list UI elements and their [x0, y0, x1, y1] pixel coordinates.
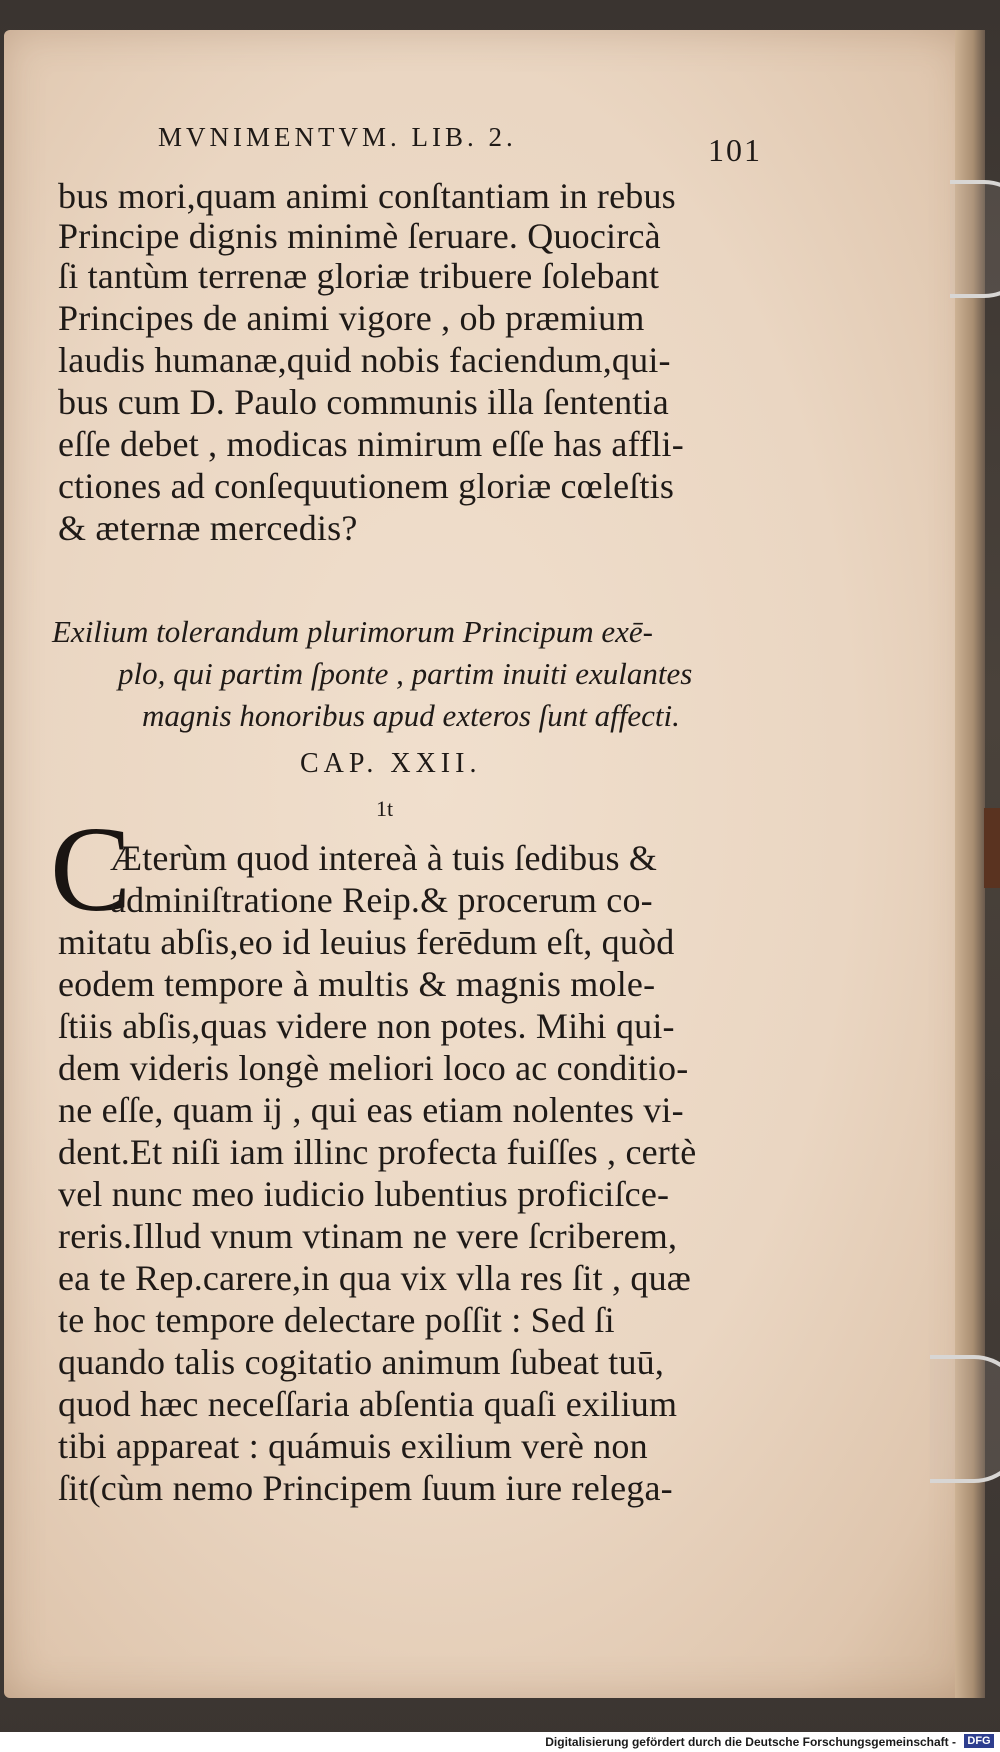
text-line: dem videris longè meliori loco ac conditio-: [58, 1048, 689, 1088]
drop-cap: C: [50, 802, 132, 937]
text-line: ne eſſe, quam ij , qui eas etiam nolentes vi-: [58, 1090, 684, 1130]
bottom-page-clip-icon: [930, 1355, 1000, 1483]
text-line: & æternæ mercedis?: [58, 508, 358, 548]
text-line: bus mori,quam animi conſtantiam in rebus: [58, 176, 676, 216]
text-line: Principes de animi vigore , ob præmium: [58, 298, 645, 338]
chapter-heading: CAP. XXII.: [300, 748, 482, 779]
funding-credit: Digitalisierung gefördert durch die Deutsche Forschungsgemeinschaft -: [545, 1735, 956, 1749]
text-line: bus cum D. Paulo communis illa ſententia: [58, 382, 669, 422]
text-line: vel nunc meo iudicio lubentius proficiſce-: [58, 1174, 670, 1214]
text-line: quod hæc neceſſaria abſentia quaſi exilium: [58, 1384, 678, 1424]
text-line: Principe dignis minimè ſeruare. Quocircà: [58, 216, 661, 256]
folio-number: 101: [708, 132, 762, 168]
text-line: eſſe debet , modicas nimirum eſſe has affli-: [58, 424, 684, 464]
top-page-clip-icon: [950, 180, 1000, 298]
text-line: adminiſtratione Reip.& procerum co-: [110, 880, 653, 920]
text-line: ſtiis abſis,quas videre non potes. Mihi qui-: [58, 1006, 675, 1046]
text-line: dent.Et niſi iam illinc profecta fuiſſes , certè: [58, 1132, 697, 1172]
text-line: reris.Illud vnum vtinam ne vere ſcriberem,: [58, 1216, 678, 1256]
dfg-logo: DFG: [964, 1734, 994, 1748]
text-line: ſit(cùm nemo Principem ſuum iure relega-: [58, 1468, 673, 1508]
chapter-summary-line: magnis honoribus apud exteros ſunt affecti.: [142, 698, 680, 733]
text-line: ctiones ad conſequutionem gloriæ cœleſtis: [58, 466, 675, 506]
text-line: ea te Rep.carere,in qua vix vlla res ſit , quæ: [58, 1258, 691, 1298]
text-line: laudis humanæ,quid nobis faciendum,qui-: [58, 340, 671, 380]
chapter-summary-line: Exilium tolerandum plurimorum Principum exē-: [52, 614, 653, 649]
running-head: MVNIMENTVM. LIB. 2.: [158, 122, 517, 152]
margin-note: 1t: [376, 796, 394, 821]
text-line: quando talis cogitatio animum ſubeat tuū,: [58, 1342, 665, 1382]
text-line: eodem tempore à multis & magnis mole-: [58, 964, 656, 1004]
chapter-summary-line: plo, qui partim ſponte , partim inuiti exulantes: [118, 656, 693, 691]
text-line: Æterùm quod intereà à tuis ſedibus &: [110, 838, 658, 878]
text-line: te hoc tempore delectare poſſit : Sed ſi: [58, 1300, 615, 1340]
text-line: mitatu abſis,eo id leuius ferēdum eſt, quòd: [58, 922, 675, 962]
text-line: ſi tantùm terrenæ gloriæ tribuere ſolebant: [58, 256, 660, 296]
text-line: tibi appareat : quámuis exilium verè non: [58, 1426, 648, 1466]
page-tab-marker: [984, 808, 1000, 888]
